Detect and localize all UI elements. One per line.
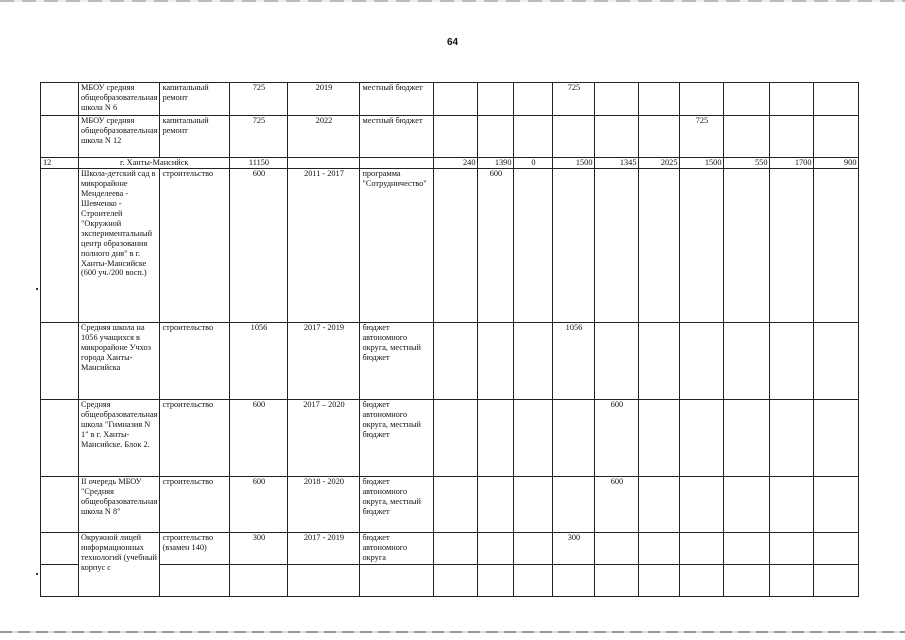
work-type: строительство: [160, 476, 230, 532]
year-value: [639, 116, 680, 158]
school-construction-table: [40, 82, 859, 597]
district-capacity: 11150: [230, 158, 288, 169]
year-value: [434, 476, 478, 532]
object-name: МБОУ средняя общеобразовательная школа N 6: [79, 83, 160, 116]
district-year-total: 900: [814, 158, 859, 169]
capacity: 1056: [230, 322, 288, 399]
year-value: [553, 116, 595, 158]
page-number: 64: [446, 37, 459, 48]
year-value: [434, 83, 478, 116]
work-type: строительство: [160, 168, 230, 322]
funding-source: бюджет автономного округа, местный бюджет: [360, 399, 434, 476]
year-value: [639, 168, 680, 322]
year-value: 600: [595, 476, 639, 532]
year-value: [639, 322, 680, 399]
district-year-total: 1500: [680, 158, 724, 169]
year-value: [814, 83, 859, 116]
year-value: [514, 476, 553, 532]
work-type: строительство (взамен 140): [160, 532, 230, 564]
district-year-total: 240: [434, 158, 478, 169]
year-value: [514, 532, 553, 564]
year-value: [814, 116, 859, 158]
year-value: [724, 116, 770, 158]
object-name: Средняя общеобразовательная школа "Гимназия N 1" в г. Ханты-Мансийске. Блок 2.: [79, 399, 160, 476]
district-year-total: 0: [514, 158, 553, 169]
table-row: [41, 168, 859, 322]
year-value: [553, 399, 595, 476]
table-row: [41, 476, 859, 532]
year-value: [814, 399, 859, 476]
year-value: [434, 532, 478, 564]
binding-mark: [36, 288, 38, 290]
object-name: Средняя школа на 1056 учащихся в микрорайоне Учхоз города Ханты-Мансийска: [79, 322, 160, 399]
year-value: 725: [553, 83, 595, 116]
district-year-total: 1390: [478, 158, 514, 169]
district-name: г. Ханты-Мансийск: [79, 158, 230, 169]
year-value: [724, 322, 770, 399]
year-value: [595, 168, 639, 322]
year-value: [724, 83, 770, 116]
object-name: Школа-детский сад в микрорайоне Менделеева - Шевченко - Строителей "Окружной экспериментальный центр образования полного дня" в г. Ханты-Мансийске (600 уч./200 восп.): [79, 168, 160, 322]
scan-edge-top: [0, 0, 905, 2]
capacity: 600: [230, 399, 288, 476]
year-value: [478, 322, 514, 399]
capacity: 600: [230, 168, 288, 322]
year-value: [478, 116, 514, 158]
year-value: [639, 399, 680, 476]
district-year-total: 1700: [770, 158, 814, 169]
year-value: [639, 532, 680, 564]
year-value: 1056: [553, 322, 595, 399]
year-value: [514, 399, 553, 476]
row-number: [41, 116, 79, 158]
funding-source: бюджет автономного округа, местный бюджет: [360, 476, 434, 532]
year-value: [478, 399, 514, 476]
work-type: строительство: [160, 322, 230, 399]
capacity: 300: [230, 532, 288, 564]
year-value: [514, 168, 553, 322]
table-row: [41, 116, 859, 158]
year-value: [434, 322, 478, 399]
year-value: [724, 168, 770, 322]
scan-edge-bottom: [0, 631, 905, 633]
capacity: 725: [230, 83, 288, 116]
binding-mark: [36, 573, 38, 575]
year-value: [595, 322, 639, 399]
year-value: [680, 83, 724, 116]
work-type: капитальный ремонт: [160, 116, 230, 158]
year-value: [814, 476, 859, 532]
year-value: [595, 116, 639, 158]
year-value: [434, 116, 478, 158]
year-value: 600: [478, 168, 514, 322]
year-value: [680, 322, 724, 399]
year-value: [814, 532, 859, 564]
year-value: [724, 399, 770, 476]
year-value: [770, 168, 814, 322]
row-number: [41, 83, 79, 116]
year-value: [434, 168, 478, 322]
table-row: [41, 322, 859, 399]
district-number: 12: [41, 158, 79, 169]
year-value: [680, 532, 724, 564]
work-type: капитальный ремонт: [160, 83, 230, 116]
year-value: 600: [595, 399, 639, 476]
year-value: [514, 116, 553, 158]
year-value: [514, 83, 553, 116]
year-value: [680, 399, 724, 476]
table-row: [41, 399, 859, 476]
year-value: [770, 532, 814, 564]
table-row-continued: [41, 564, 859, 596]
funding-source: местный бюджет: [360, 116, 434, 158]
year-value: [478, 532, 514, 564]
district-year-total: 1345: [595, 158, 639, 169]
year-value: [595, 532, 639, 564]
capacity: 600: [230, 476, 288, 532]
period: 2017 – 2020: [288, 399, 360, 476]
year-value: [639, 83, 680, 116]
year-value: [724, 476, 770, 532]
work-type: строительство: [160, 399, 230, 476]
period: 2022: [288, 116, 360, 158]
period: 2019: [288, 83, 360, 116]
district-year-total: 1500: [553, 158, 595, 169]
year-value: [770, 399, 814, 476]
year-value: [553, 476, 595, 532]
year-value: [514, 322, 553, 399]
funding-source: бюджет автономного округа: [360, 532, 434, 564]
year-value: [553, 168, 595, 322]
year-value: [814, 322, 859, 399]
period: 2011 - 2017: [288, 168, 360, 322]
year-value: [770, 476, 814, 532]
year-value: [639, 476, 680, 532]
year-value: [814, 168, 859, 322]
year-value: 725: [680, 116, 724, 158]
year-value: [434, 399, 478, 476]
object-name: Окружной лицей информационных технологий (учебный корпус с: [79, 532, 160, 596]
table-row: [41, 83, 859, 116]
district-year-total: 550: [724, 158, 770, 169]
object-name: II очередь МБОУ "Средняя общеобразовательная школа N 8": [79, 476, 160, 532]
funding-source: местный бюджет: [360, 83, 434, 116]
period: 2017 - 2019: [288, 532, 360, 564]
year-value: [770, 116, 814, 158]
year-value: [595, 83, 639, 116]
district-total-row: [41, 158, 859, 169]
year-value: [680, 168, 724, 322]
object-name: МБОУ средняя общеобразовательная школа N 12: [79, 116, 160, 158]
year-value: [724, 532, 770, 564]
district-year-total: 2025: [639, 158, 680, 169]
year-value: [770, 83, 814, 116]
year-value: [478, 476, 514, 532]
funding-source: бюджет автономного округа, местный бюджет: [360, 322, 434, 399]
year-value: [770, 322, 814, 399]
year-value: 300: [553, 532, 595, 564]
funding-source: программа "Сотрудничество": [360, 168, 434, 322]
year-value: [478, 83, 514, 116]
period: 2018 - 2020: [288, 476, 360, 532]
capacity: 725: [230, 116, 288, 158]
period: 2017 - 2019: [288, 322, 360, 399]
table-row: [41, 532, 859, 564]
year-value: [680, 476, 724, 532]
